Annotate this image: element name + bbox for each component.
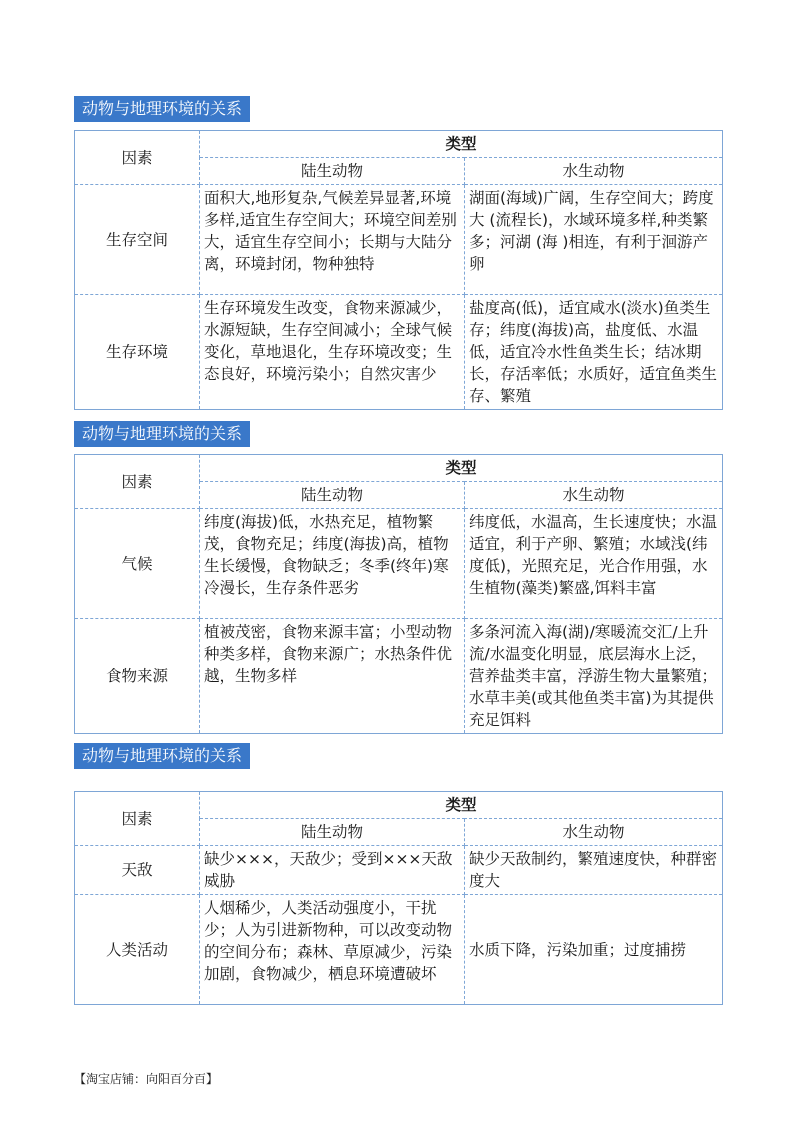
section-title: 动物与地理环境的关系	[74, 96, 250, 122]
table-row	[75, 509, 723, 619]
factor-cell: 食物来源	[75, 619, 200, 734]
water-animal-header: 水生动物	[465, 819, 723, 846]
type-header: 类型	[200, 131, 723, 158]
land-cell: 面积大,地形复杂,气候差异显著,环境多样,适宜生存空间大；环境空间差别大，适宜生存空间小；长期与大陆分离，环境封闭，物种独特	[200, 185, 465, 295]
water-cell: 水质下降，污染加重；过度捕捞	[465, 895, 723, 1005]
water-cell: 纬度低，水温高，生长速度快；水温适宜，利于产卵、繁殖；水域浅(纬度低)，光照充足，光合作用强，水生植物(藻类)繁盛,饵料丰富	[465, 509, 723, 619]
factor-cell: 气候	[75, 509, 200, 619]
factor-cell: 生存环境	[75, 295, 200, 410]
relationship-table	[74, 791, 723, 1005]
water-animal-header: 水生动物	[465, 158, 723, 185]
type-header: 类型	[200, 792, 723, 819]
factor-header: 因素	[75, 455, 200, 509]
shop-footer: 【淘宝店铺：向阳百分百】	[74, 1072, 219, 1086]
land-animal-header: 陆生动物	[200, 819, 465, 846]
section-title: 动物与地理环境的关系	[74, 743, 250, 769]
water-animal-header: 水生动物	[465, 482, 723, 509]
water-cell: 多条河流入海(湖)/寒暖流交汇/上升流/水温变化明显，底层海水上泛，营养盐类丰富，浮游生物大量繁殖；水草丰美(或其他鱼类丰富)为其提供充足饵料	[465, 619, 723, 734]
table-row	[75, 619, 723, 734]
land-animal-header: 陆生动物	[200, 482, 465, 509]
type-header: 类型	[200, 455, 723, 482]
water-cell: 湖面(海域)广阔，生存空间大；跨度大 (流程长)，水域环境多样,种类繁多；河湖 (海 )相连，有利于洄游产卵	[465, 185, 723, 295]
water-cell: 缺少天敌制约，繁殖速度快，种群密度大	[465, 846, 723, 895]
relationship-table	[74, 454, 723, 734]
land-cell: 人烟稀少，人类活动强度小，干扰少；人为引进新物种，可以改变动物的空间分布；森林、草原减少，污染加剧，食物减少，栖息环境遭破坏	[200, 895, 465, 1005]
factor-cell: 生存空间	[75, 185, 200, 295]
factor-cell: 人类活动	[75, 895, 200, 1005]
land-cell: 缺少×××，天敌少；受到×××天敌威胁	[200, 846, 465, 895]
table-row	[75, 185, 723, 295]
factor-cell: 天敌	[75, 846, 200, 895]
factor-header: 因素	[75, 792, 200, 846]
table-row	[75, 895, 723, 1005]
relationship-table	[74, 130, 723, 410]
factor-header: 因素	[75, 131, 200, 185]
land-cell: 生存环境发生改变，食物来源减少，水源短缺，生存空间减小；全球气候变化，草地退化，生存环境改变；生态良好，环境污染小；自然灾害少	[200, 295, 465, 410]
water-cell: 盐度高(低)，适宜咸水(淡水)鱼类生存；纬度(海拔)高，盐度低、水温低，适宜冷水性鱼类生长；结冰期长，存活率低；水质好，适宜鱼类生存、繁殖	[465, 295, 723, 410]
section-title: 动物与地理环境的关系	[74, 421, 250, 447]
table-row	[75, 295, 723, 410]
land-cell: 纬度(海拔)低，水热充足，植物繁茂，食物充足；纬度(海拔)高，植物生长缓慢，食物缺乏；冬季(终年)寒冷漫长，生存条件恶劣	[200, 509, 465, 619]
table-row	[75, 846, 723, 895]
land-animal-header: 陆生动物	[200, 158, 465, 185]
land-cell: 植被茂密，食物来源丰富；小型动物种类多样，食物来源广；水热条件优越，生物多样	[200, 619, 465, 734]
